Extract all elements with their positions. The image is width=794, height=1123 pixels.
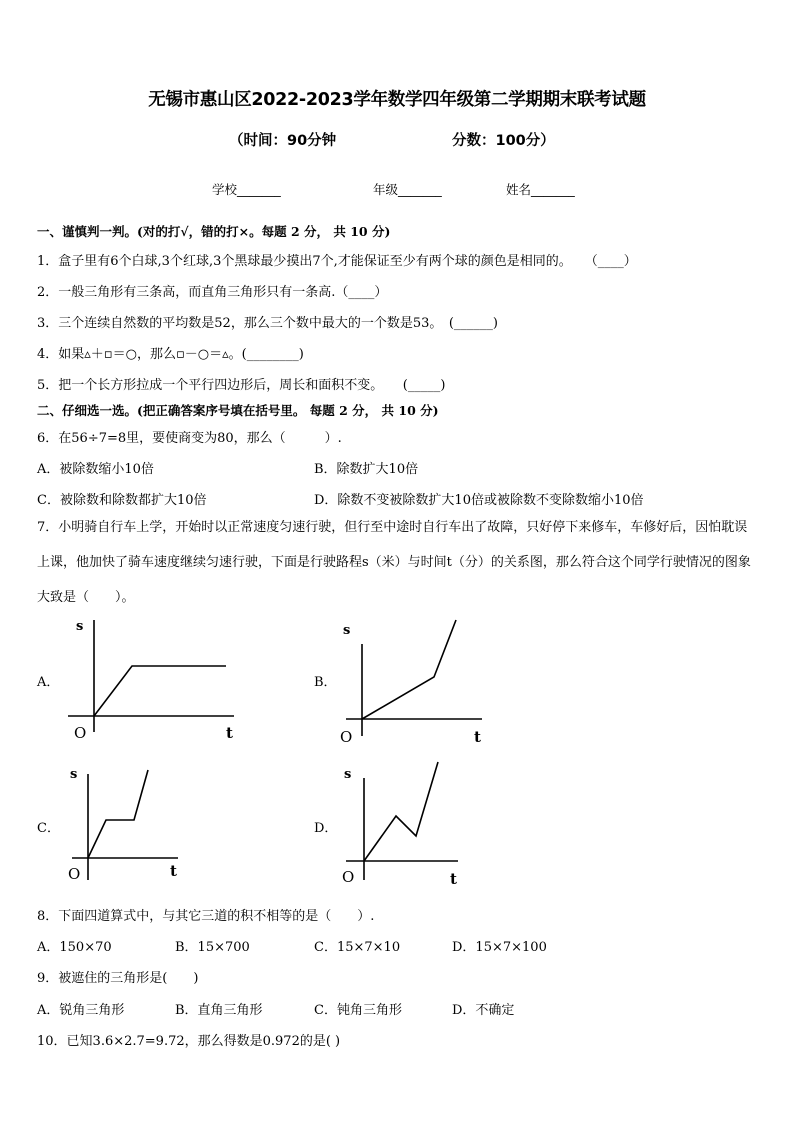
q7-option-d: D． bbox=[314, 821, 338, 836]
question-6: 6．在56÷7=8里，要使商变为80，那么（ ）. bbox=[37, 431, 342, 446]
page-title: 无锡市惠山区2022-2023学年数学四年级第二学期期末联考试题 bbox=[148, 90, 646, 110]
question-7: 7．小明骑自行车上学，开始时以正常速度匀速行驶，但行至中途时自行车出了故障，只好停下来修车，车修好后，因怕耽误上课，他加快了骑车速度继续匀速行驶，下面是行驶路程s（米）与时间t（分）的关系图，那么符合这个同学行驶情况的图象大致是（ ）。 bbox=[37, 520, 751, 605]
q7-option-c: C． bbox=[37, 821, 60, 836]
question-8: 8．下面四道算式中，与其它三道的积不相等的是（ ）. bbox=[37, 909, 375, 924]
q8-option-a: A．150×70 bbox=[37, 940, 112, 955]
q9-option-d: D．不确定 bbox=[452, 1003, 515, 1018]
graph-c-curve bbox=[88, 770, 148, 858]
graph-d-curve bbox=[364, 762, 438, 861]
q6-option-b: B．除数扩大10倍 bbox=[314, 462, 419, 477]
question-10: 10．已知3.6×2.7=9.72，那么得数是0.972的是( ) bbox=[37, 1034, 341, 1049]
question-1: 1．盒子里有6个白球,3个红球,3个黑球最少摸出7个,才能保证至少有两个球的颜色是相同的。 （____） bbox=[37, 254, 637, 269]
question-3: 3．三个连续自然数的平均数是52，那么三个数中最大的一个数是53。 (______) bbox=[37, 316, 498, 331]
graph-a-t-label: t bbox=[226, 724, 233, 742]
q8-option-c: C．15×7×10 bbox=[314, 940, 401, 955]
graph-b-origin: O bbox=[340, 728, 353, 746]
graph-d-origin: O bbox=[342, 868, 355, 886]
q6-option-d: D．除数不变被除数扩大10倍或被除数不变除数缩小10倍 bbox=[314, 493, 644, 508]
graph-d-t-label: t bbox=[450, 870, 457, 888]
q6-option-c: C．被除数和除数都扩大10倍 bbox=[37, 493, 207, 508]
graph-a-s-label: s bbox=[76, 619, 84, 634]
section2-heading: 二、仔细选一选。(把正确答案序号填在括号里。 每题 2 分， 共 10 分) bbox=[37, 403, 439, 418]
q9-option-a: A．锐角三角形 bbox=[37, 1003, 125, 1018]
graph-c-s-label: s bbox=[70, 767, 78, 782]
q7-graph-a bbox=[60, 612, 250, 747]
q9-option-c: C．钝角三角形 bbox=[314, 1003, 402, 1018]
q7-graph-c bbox=[66, 762, 196, 887]
exam-score: 分数：100分） bbox=[452, 133, 555, 149]
graph-b-curve bbox=[362, 620, 456, 719]
q8-option-d: D．15×7×100 bbox=[452, 940, 547, 955]
school-field: 学校_______ bbox=[212, 182, 281, 197]
graph-c-t-label: t bbox=[170, 862, 177, 880]
question-2: 2．一般三角形有三条高，而直角三角形只有一条高.（____） bbox=[37, 285, 388, 300]
section1-heading: 一、谨慎判一判。(对的打√，错的打×。每题 2 分， 共 10 分) bbox=[37, 224, 391, 239]
q7-graph-b bbox=[338, 616, 488, 746]
exam-time: （时间：90分钟 bbox=[229, 133, 337, 149]
q9-option-b: B．直角三角形 bbox=[175, 1003, 263, 1018]
graph-a-curve bbox=[94, 666, 226, 716]
q6-option-a: A．被除数缩小10倍 bbox=[37, 462, 154, 477]
q7-option-b: B． bbox=[314, 675, 337, 690]
question-5: 5．把一个长方形拉成一个平行四边形后，周长和面积不变。 (_____) bbox=[37, 378, 446, 393]
grade-field: 年级_______ bbox=[373, 182, 442, 197]
graph-c-origin: O bbox=[68, 865, 81, 883]
q7-option-a: A． bbox=[37, 675, 60, 690]
question-9: 9．被遮住的三角形是( ) bbox=[37, 971, 199, 986]
graph-a-origin: O bbox=[74, 724, 87, 742]
graph-b-t-label: t bbox=[474, 728, 481, 746]
q7-graph-d bbox=[340, 760, 470, 888]
q8-option-b: B．15×700 bbox=[175, 940, 250, 955]
question-4: 4．如果▵＋▫＝○，那么▫－○＝▵。(________) bbox=[37, 347, 304, 362]
graph-d-s-label: s bbox=[344, 767, 352, 782]
name-field: 姓名_______ bbox=[506, 182, 575, 197]
graph-b-s-label: s bbox=[343, 623, 351, 638]
